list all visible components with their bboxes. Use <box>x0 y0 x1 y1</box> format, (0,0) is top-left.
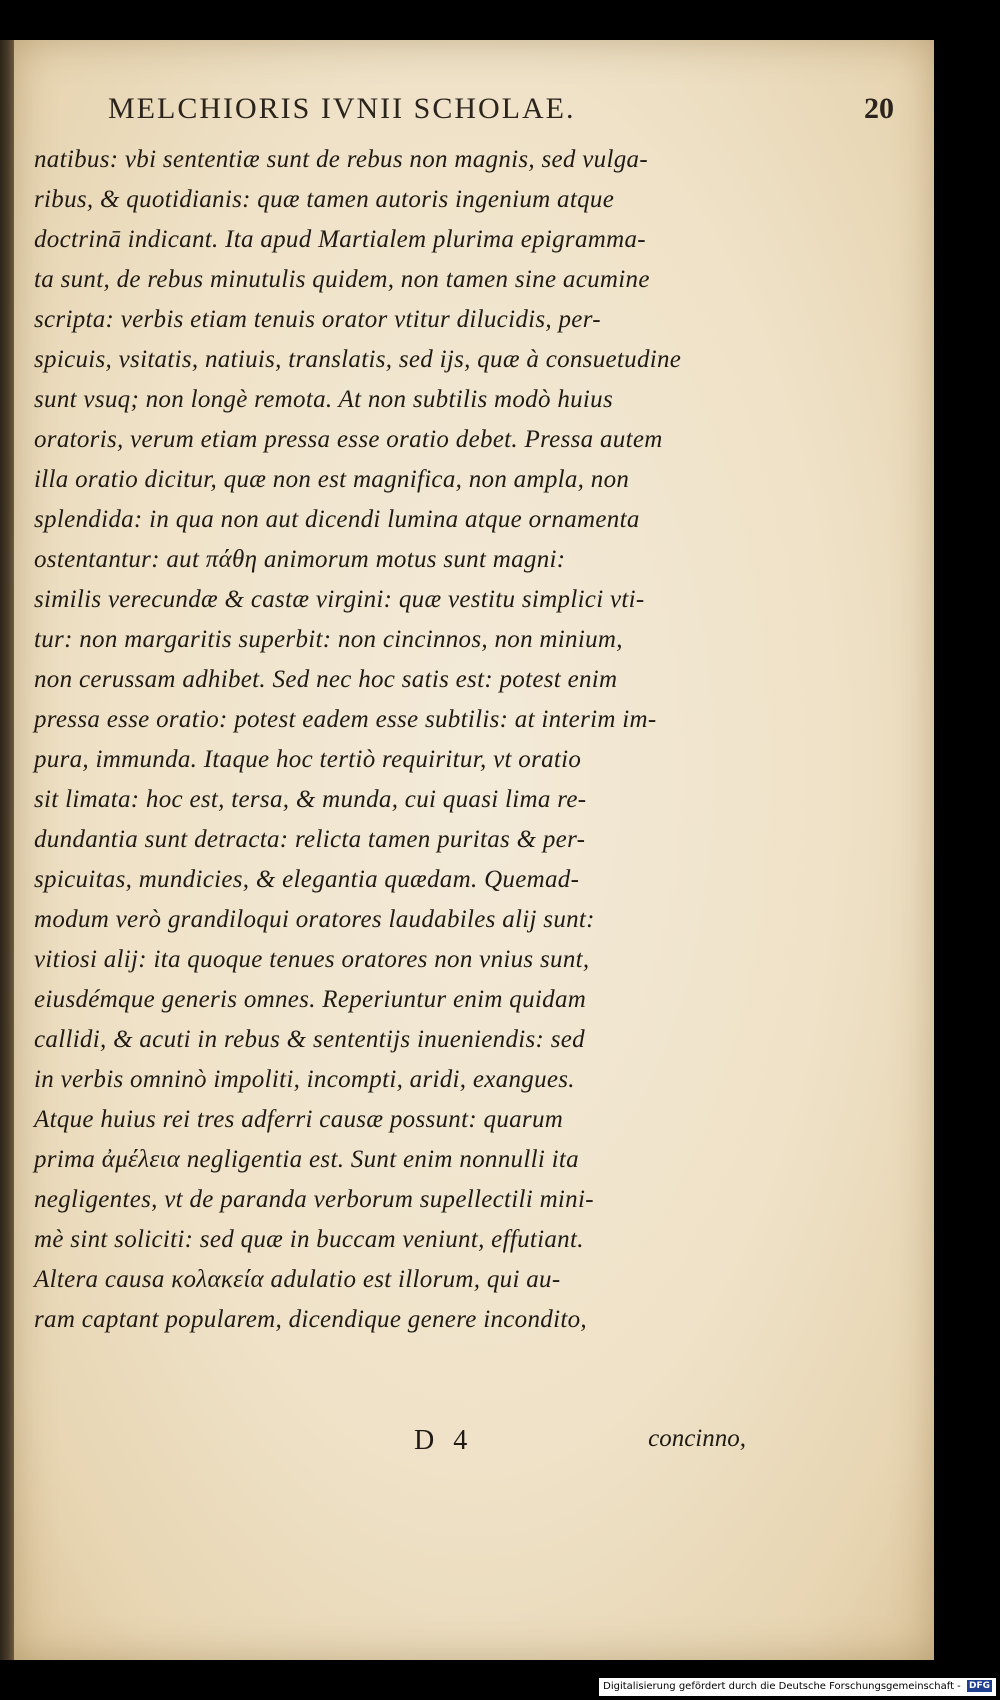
text-line: mè sint soliciti: sed quæ in buccam veniunt, effutiant. <box>34 1226 584 1253</box>
text-line: in verbis omninò impoliti, incompti, aridi, exangues. <box>34 1066 575 1093</box>
text-line: tur: non margaritis superbit: non cincinnos, non minium, <box>34 626 623 653</box>
text-line: negligentes, vt de paranda verborum supellectili mini- <box>34 1186 594 1213</box>
text-line: natibus: vbi sententiæ sunt de rebus non magnis, sed vulga- <box>34 146 648 173</box>
page-header <box>94 92 894 132</box>
signature-mark: D 4 <box>414 1425 474 1456</box>
text-line: sit limata: hoc est, tersa, & munda, cui quasi lima re- <box>34 786 587 813</box>
running-head: MELCHIORIS IVNII SCHOLAE. <box>108 92 576 125</box>
text-line: eiusdémque generis omnes. Reperiuntur enim quidam <box>34 986 587 1013</box>
text-line: Atque huius rei tres adferri causæ possunt: quarum <box>34 1106 564 1133</box>
credit-text: Digitalisierung gefördert durch die Deutsche Forschungsgemeinschaft - <box>603 1681 961 1692</box>
text-line: prima ἀμέλεια negligentia est. Sunt enim nonnulli ita <box>34 1146 579 1173</box>
text-line: spicuitas, mundicies, & elegantia quædam. Quemad- <box>34 866 580 893</box>
text-line: pressa esse oratio: potest eadem esse subtilis: at interim im- <box>34 706 657 733</box>
text-line: Altera causa κολακεία adulatio est illorum, qui au- <box>34 1266 561 1293</box>
digitization-credit <box>599 1678 996 1696</box>
text-line: ostentantur: aut πάθη animorum motus sunt magni: <box>34 546 566 573</box>
book-gutter-edge <box>0 40 14 1660</box>
text-line: callidi, & acuti in rebus & sententijs inueniendis: sed <box>34 1026 585 1053</box>
text-line: scripta: verbis etiam tenuis orator vtitur dilucidis, per- <box>34 306 601 333</box>
text-line: illa oratio dicitur, quæ non est magnifica, non ampla, non <box>34 466 630 493</box>
page-footer <box>34 1425 746 1465</box>
text-line: pura, immunda. Itaque hoc tertiò requiritur, vt oratio <box>34 746 582 773</box>
catchword: concinno, <box>648 1425 746 1452</box>
text-line: oratoris, verum etiam pressa esse oratio debet. Pressa autem <box>34 426 663 453</box>
text-line: sunt vsuq; non longè remota. At non subtilis modò huius <box>34 386 613 413</box>
text-line: dundantia sunt detracta: relicta tamen puritas & per- <box>34 826 586 853</box>
text-line: modum verò grandiloqui oratores laudabiles alij sunt: <box>34 906 595 933</box>
text-line: ribus, & quotidianis: quæ tamen autoris ingenium atque <box>34 186 615 213</box>
page-number: 20 <box>864 92 894 125</box>
body-text <box>34 140 746 1340</box>
text-line: non cerussam adhibet. Sed nec hoc satis est: potest enim <box>34 666 618 693</box>
text-line: ta sunt, de rebus minutulis quidem, non tamen sine acumine <box>34 266 650 293</box>
text-line: splendida: in qua non aut dicendi lumina atque ornamenta <box>34 506 640 533</box>
text-line: vitiosi alij: ita quoque tenues oratores non vnius sunt, <box>34 946 590 973</box>
text-line: ram captant popularem, dicendique genere incondito, <box>34 1306 587 1333</box>
text-line: similis verecundæ & castæ virgini: quæ vestitu simplici vti- <box>34 586 645 613</box>
book-page <box>14 40 934 1660</box>
text-line: doctrinā indicant. Ita apud Martialem plurima epigramma- <box>34 226 646 253</box>
dfg-logo-icon: DFG <box>968 1681 990 1691</box>
text-line: spicuis, vsitatis, natiuis, translatis, sed ijs, quæ à consuetudine <box>34 346 682 373</box>
